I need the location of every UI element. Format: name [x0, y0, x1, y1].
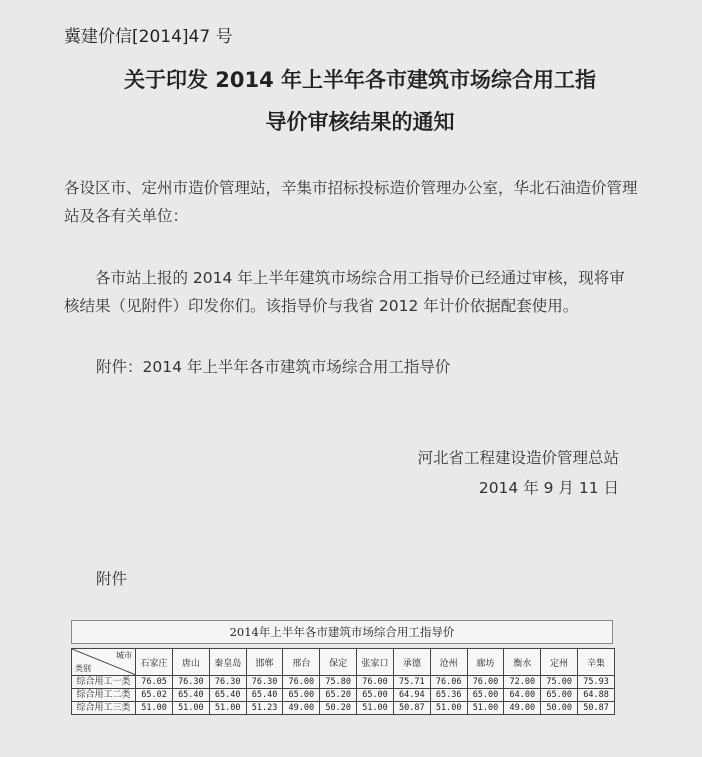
table-title: 2014年上半年各市建筑市场综合用工指导价 [71, 620, 613, 644]
category-cell: 综合用工一类 [72, 676, 136, 689]
city-header-cell: 张家口 [357, 649, 394, 676]
price-cell: 72.00 [504, 676, 541, 689]
corner-category-label: 类别 [75, 664, 91, 673]
price-cell: 65.40 [209, 689, 246, 702]
price-cell: 51.23 [246, 702, 283, 715]
price-cell: 65.02 [136, 689, 173, 702]
addressee-paragraph: 各设区市、定州市造价管理站，辛集市招标投标造价管理办公室，华北石油造价管理站及各有关单位： [64, 179, 638, 225]
price-cell: 76.06 [430, 676, 467, 689]
price-cell: 51.00 [209, 702, 246, 715]
table-row [72, 676, 615, 689]
price-cell: 65.00 [283, 689, 320, 702]
price-cell: 76.30 [209, 676, 246, 689]
attachment-label: 附件 [96, 570, 128, 588]
table-row [72, 689, 615, 702]
price-cell: 65.00 [541, 689, 578, 702]
price-cell: 65.36 [430, 689, 467, 702]
price-cell: 64.94 [393, 689, 430, 702]
category-cell: 综合用工三类 [72, 702, 136, 715]
price-cell: 50.87 [578, 702, 615, 715]
price-cell: 65.20 [320, 689, 357, 702]
price-cell: 50.00 [541, 702, 578, 715]
document-title-line1: 关于印发 2014 年上半年各市建筑市场综合用工指 [123, 68, 597, 92]
price-cell: 51.00 [136, 702, 173, 715]
category-cell: 综合用工二类 [72, 689, 136, 702]
price-cell: 51.00 [467, 702, 504, 715]
price-cell: 49.00 [504, 702, 541, 715]
city-header-cell: 保定 [320, 649, 357, 676]
city-header-cell: 承德 [393, 649, 430, 676]
city-header-cell: 石家庄 [136, 649, 173, 676]
price-cell: 76.00 [467, 676, 504, 689]
city-header-cell: 廊坊 [467, 649, 504, 676]
price-cell: 65.00 [357, 689, 394, 702]
corner-city-label: 城市 [116, 651, 133, 660]
price-cell: 75.93 [578, 676, 615, 689]
table-header-row [72, 649, 615, 676]
city-header-cell: 唐山 [172, 649, 209, 676]
price-cell: 51.00 [430, 702, 467, 715]
city-header-cell: 秦皇岛 [209, 649, 246, 676]
price-cell: 50.20 [320, 702, 357, 715]
price-cell: 50.87 [393, 702, 430, 715]
city-header-cell: 辛集 [578, 649, 615, 676]
attachment-line: 附件：2014 年上半年各市建筑市场综合用工指导价 [96, 358, 451, 376]
city-header-cell: 沧州 [430, 649, 467, 676]
price-cell: 64.00 [504, 689, 541, 702]
price-cell: 65.40 [246, 689, 283, 702]
price-cell: 64.88 [578, 689, 615, 702]
city-header-cell: 定州 [541, 649, 578, 676]
table-corner-cell [72, 649, 136, 676]
price-cell: 76.30 [246, 676, 283, 689]
city-header-cell: 邢台 [283, 649, 320, 676]
price-cell: 76.05 [136, 676, 173, 689]
price-table [71, 648, 615, 715]
price-cell: 65.00 [467, 689, 504, 702]
price-cell: 76.30 [172, 676, 209, 689]
issuer-name: 河北省工程建设造价管理总站 [417, 449, 619, 467]
city-header-cell: 邯郸 [246, 649, 283, 676]
document-title-line2: 导价审核结果的通知 [265, 110, 455, 134]
price-cell: 76.00 [357, 676, 394, 689]
document-number: 冀建价信[2014]47 号 [64, 27, 233, 47]
price-cell: 65.40 [172, 689, 209, 702]
body-paragraph: 各市站上报的 2014 年上半年建筑市场综合用工指导价已经通过审核，现将审核结果（见附件）印发你们。该指导价与我省 2012 年计价依据配套使用。 [64, 269, 625, 315]
price-cell: 51.00 [357, 702, 394, 715]
price-cell: 75.80 [320, 676, 357, 689]
table-row [72, 702, 615, 715]
price-cell: 75.71 [393, 676, 430, 689]
issue-date: 2014 年 9 月 11 日 [478, 479, 619, 497]
price-cell: 76.00 [283, 676, 320, 689]
price-cell: 49.00 [283, 702, 320, 715]
city-header-cell: 衡水 [504, 649, 541, 676]
price-cell: 75.00 [541, 676, 578, 689]
price-cell: 51.00 [172, 702, 209, 715]
